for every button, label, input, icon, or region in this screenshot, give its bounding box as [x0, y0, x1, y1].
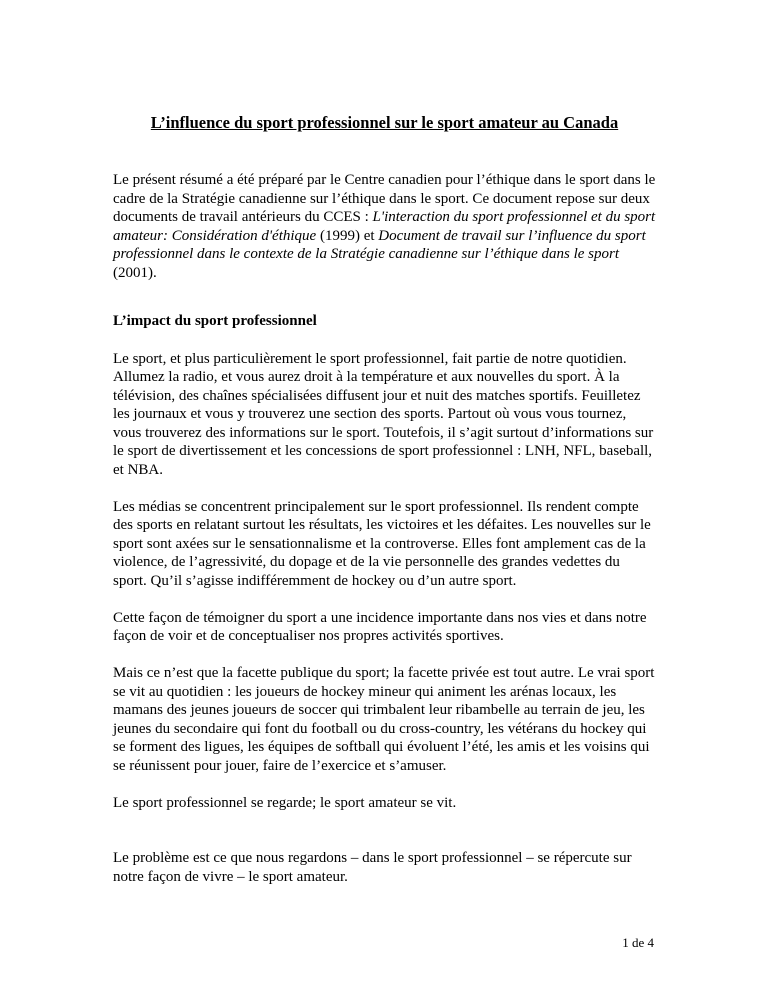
page-number: 1 de 4: [622, 935, 654, 950]
intro-text-part-1: Le présent résumé a été préparé par le Centre canadien pour l’éthique dans le sport dans le cadre de la Stratégie canadienne sur l’éthique dans le sport. Ce document repose sur deux documents de travail antérieurs du CCES :: [113, 172, 656, 225]
cited-work-title-1: L'interaction du sport professionnel et du sport amateur: Considération d'éthique: [113, 209, 656, 244]
body-paragraph-5: Le sport professionnel se regarde; le sport amateur se vit.: [113, 794, 457, 811]
intro-text-part-3: (2001).: [113, 264, 157, 281]
cited-work-title-2: Document de travail sur l’influence du sport professionnel dans le contexte de la Stratégie canadienne sur l’éthique dans le sport: [113, 227, 646, 262]
document-title: L’influence du sport professionnel sur le sport amateur au Canada: [150, 113, 619, 132]
body-paragraph-3: Cette façon de témoigner du sport a une incidence importante dans nos vies et dans notre façon de voir et de conceptualiser nos propres activités sportives.: [113, 609, 647, 644]
intro-text-part-2: (1999) et: [316, 227, 379, 244]
body-paragraph-1: Le sport, et plus particulièrement le sport professionnel, fait partie de notre quotidien. Allumez la radio, et vous aurez droit à la température et aux nouvelles du sport. À la télévision, des chaînes spécialisées diffusent jour et nuit des matches sportifs. Feuilletez les journaux et vous y trouverez une section des sports. Partout où vous vous tournez, vous trouverez des informations sur le sport. Toutefois, il s’agit surtout d’informations sur le sport de divertissement et les concessions de sport professionnel : LNH, NFL, baseball, et NBA.: [113, 350, 654, 478]
body-paragraph-2: Les médias se concentrent principalement sur le sport professionnel. Ils rendent compte des sports en relatant surtout les résultats, les victoires et les défaites. Les nouvelles sur le sport sont axées sur le sensationnalisme et la controverse. Elles font amplement cas de la violence, de l’agressivité, du dopage et de la vie personnelle des grandes vedettes du sport. Qu’il s’agisse indifféremment de hockey ou d’un autre sport.: [113, 498, 651, 589]
body-paragraph-6: Le problème est ce que nous regardons – dans le sport professionnel – se répercute sur notre façon de vivre – le sport amateur.: [113, 850, 632, 885]
section-heading: L’impact du sport professionnel: [113, 313, 317, 329]
body-paragraph-4: Mais ce n’est que la facette publique du sport; la facette privée est tout autre. Le vrai sport se vit au quotidien : les joueurs de hockey mineur qui animent les arénas locaux, les mamans des jeunes joueurs de soccer qui trimbalent leur ribambelle au terrain de jeu, les jeunes du secondaire qui font du football ou du cross-country, les vétérans du hockey qui se forment des ligues, les équipes de softball qui évoluent l’été, les amis et les voisins qui se réunissent pour jouer, faire de l’exercice et s’amuser.: [113, 665, 655, 774]
intro-paragraph: [113, 171, 656, 282]
